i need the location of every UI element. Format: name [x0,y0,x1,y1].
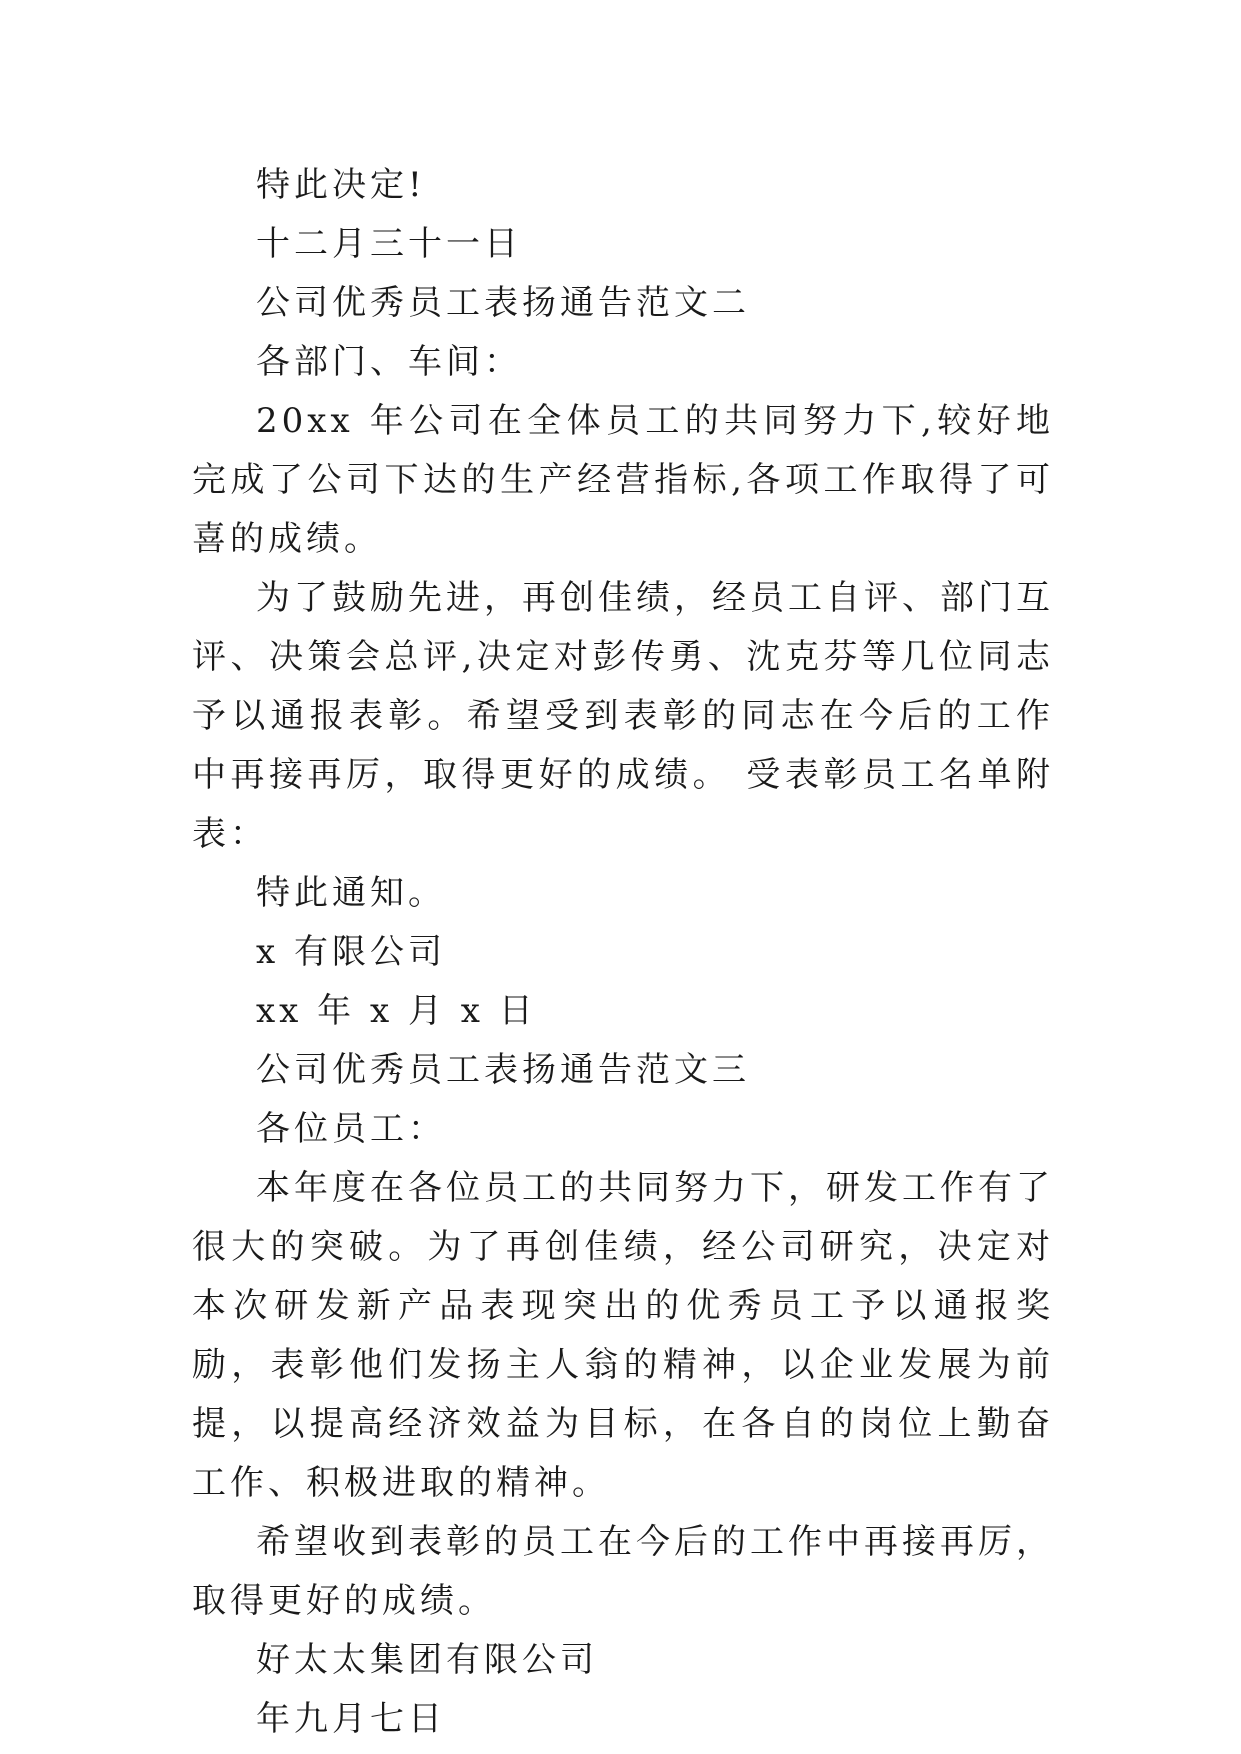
section-title-2: 公司优秀员工表扬通告范文二 [256,283,750,323]
decision-date: 十二月三十一日 [256,224,522,264]
salutation-3: 各位员工： [256,1109,446,1149]
closing-decision: 特此决定! [256,165,426,205]
document-body [192,156,1054,1749]
signature-3: 好太太集团有限公司 [256,1640,598,1680]
signature-2: x 有限公司 [256,932,446,972]
paragraph-3-1: 本年度在各位员工的共同努力下，研发工作有了很大的突破。为了再创佳绩，经公司研究，决定对本次研发新产品表现突出的优秀员工予以通报奖励，表彰他们发扬主人翁的精神，以企业发展为前提，以提高经济效益为目标，在各自的岗位上勤奋工作、积极进取的精神。 [192,1168,1054,1503]
paragraph-2-2: 为了鼓励先进，再创佳绩，经员工自评、部门互评、决策会总评,决定对彭传勇、沈克芬等几位同志予以通报表彰。希望受到表彰的同志在今后的工作中再接再厉，取得更好的成绩。 受表彰员工名单附表： [192,578,1054,854]
salutation-2: 各部门、车间： [256,342,522,382]
paragraph-3-2: 希望收到表彰的员工在今后的工作中再接再厉，取得更好的成绩。 [192,1522,1054,1621]
closing-notice: 特此通知。 [256,873,446,913]
section-title-3: 公司优秀员工表扬通告范文三 [256,1050,750,1090]
date-3: 年九月七日 [256,1699,446,1739]
date-2: xx 年 x 月 x 日 [256,991,537,1031]
paragraph-2-1: 20xx 年公司在全体员工的共同努力下,较好地完成了公司下达的生产经营指标,各项工作取得了可喜的成绩。 [192,401,1054,559]
